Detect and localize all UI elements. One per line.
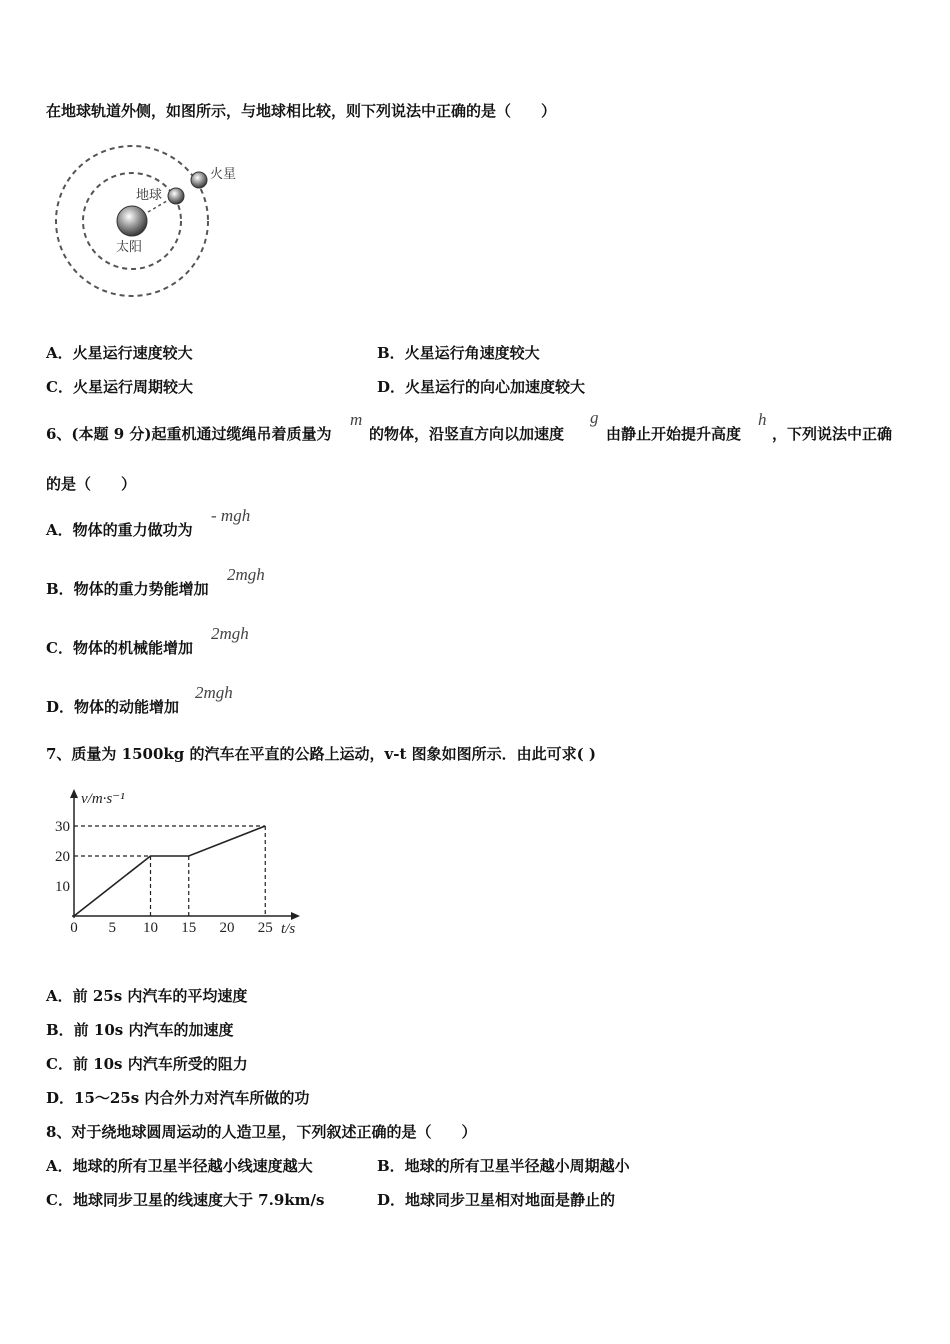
q6-var-g: g <box>590 408 599 427</box>
x-axis-arrow <box>291 912 300 920</box>
q6-option-c-math: 2mgh <box>211 624 249 643</box>
y-tick-label: 20 <box>55 849 70 865</box>
q5-option-c: C．火星运行周期较大 <box>46 378 193 396</box>
q6-stem-part2: 的物体，沿竖直方向以加速度 <box>369 425 565 443</box>
y-axis-label: v/m·s⁻¹ <box>81 791 125 807</box>
orbit-diagram <box>50 140 250 305</box>
x-axis-label: t/s <box>281 921 296 937</box>
earth-icon <box>168 188 184 204</box>
q8-option-d: D．地球同步卫星相对地面是静止的 <box>377 1191 616 1209</box>
x-tick-label: 20 <box>219 920 235 936</box>
q8-stem: 8、对于绕地球圆周运动的人造卫星，下列叙述正确的是（ ） <box>46 1123 477 1141</box>
q6-option-c: C．物体的机械能增加 <box>46 639 193 657</box>
x-tick-label: 5 <box>108 920 116 936</box>
q6-var-h: h <box>758 410 767 429</box>
q5-stem: 在地球轨道外侧，如图所示，与地球相比较，则下列说法中正确的是（ ） <box>46 102 557 120</box>
q6-option-a: A．物体的重力做功为 <box>46 521 193 539</box>
q7-stem: 7、质量为 1500kg 的汽车在平直的公路上运动，v-t 图象如图所示．由此可求( ) <box>46 745 597 763</box>
q6-stem-part4: ，下列说法中正确 <box>772 425 893 443</box>
x-tick-label: 10 <box>143 920 158 936</box>
earth-label: 地球 <box>136 187 163 202</box>
q6-option-b: B．物体的重力势能增加 <box>46 580 209 598</box>
q5-option-d: D．火星运行的向心加速度较大 <box>377 378 586 396</box>
velocity-series-line <box>74 826 265 916</box>
q6-var-m: m <box>350 410 363 429</box>
q6-option-b-math: 2mgh <box>227 565 265 584</box>
q7-option-d: D．15～25s 内合外力对汽车所做的功 <box>46 1089 310 1107</box>
y-tick-label: 10 <box>55 879 70 895</box>
sun-label: 太阳 <box>116 239 143 254</box>
mars-icon <box>191 172 207 188</box>
y-axis-arrow <box>70 789 78 798</box>
x-tick-label: 15 <box>181 920 197 936</box>
q6-option-d: D．物体的动能增加 <box>46 698 180 716</box>
q6-stem-part3: 由静止开始提升高度 <box>606 425 742 443</box>
vt-chart <box>44 785 309 943</box>
q8-option-c: C．地球同步卫星的线速度大于 7.9km/s <box>46 1191 325 1209</box>
x-tick-label: 0 <box>70 920 78 936</box>
q5-option-a: A．火星运行速度较大 <box>46 344 193 362</box>
q6-option-d-math: 2mgh <box>195 683 233 702</box>
q6-option-a-math: - mgh <box>211 506 251 525</box>
q8-option-b: B．地球的所有卫星半径越小周期越小 <box>377 1157 630 1175</box>
mars-label: 火星 <box>210 166 237 181</box>
q6-stem-part5: 的是（ ） <box>46 475 137 493</box>
q5-option-b: B．火星运行角速度较大 <box>377 344 540 362</box>
q7-option-c: C．前 10s 内汽车所受的阻力 <box>46 1055 248 1073</box>
x-tick-label: 25 <box>257 920 273 936</box>
q7-option-a: A．前 25s 内汽车的平均速度 <box>46 987 248 1005</box>
q8-option-a: A．地球的所有卫星半径越小线速度越大 <box>46 1157 313 1175</box>
y-tick-label: 30 <box>55 819 70 835</box>
sun-icon <box>117 206 147 236</box>
q7-option-b: B．前 10s 内汽车的加速度 <box>46 1021 234 1039</box>
q6-stem-part1: 6、(本题 9 分)起重机通过缆绳吊着质量为 <box>46 425 332 443</box>
